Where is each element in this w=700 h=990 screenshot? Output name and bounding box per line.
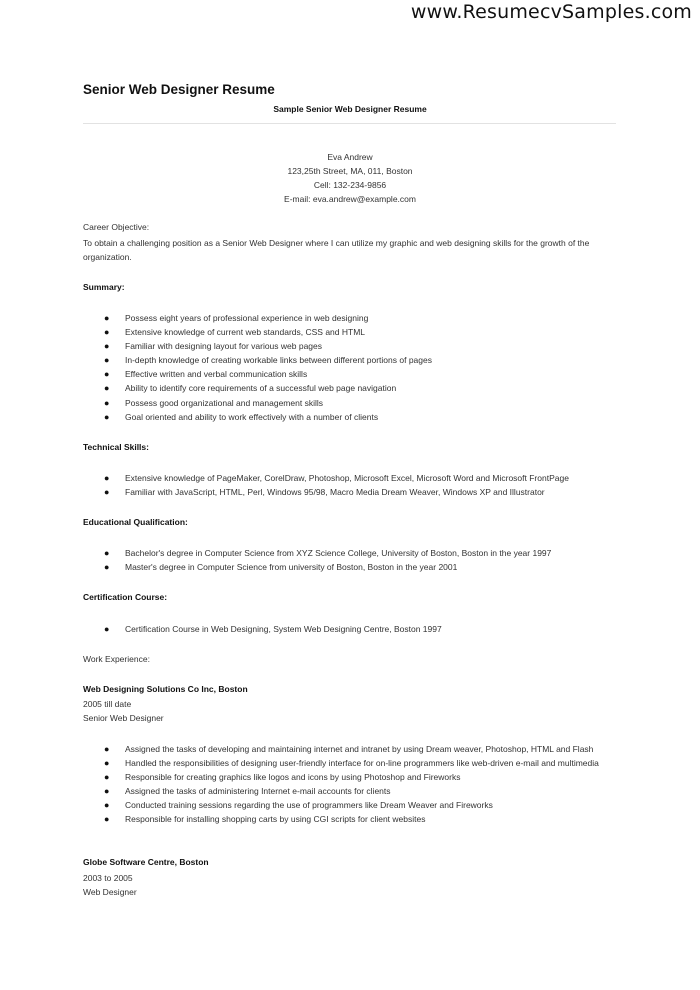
job-1-company: Web Designing Solutions Co Inc, Boston <box>83 684 248 694</box>
list-item-text: Goal oriented and ability to work effectively with a number of clients <box>125 411 379 422</box>
certification-heading: Certification Course: <box>83 592 168 602</box>
list-item-text: Assigned the tasks of administering Internet e-mail accounts for clients <box>125 786 391 797</box>
job-2-dates: 2003 to 2005 <box>83 873 133 883</box>
job-1-dates: 2005 till date <box>83 699 132 709</box>
list-item <box>0 339 605 353</box>
job-2-role: Web Designer <box>83 887 137 897</box>
list-item <box>0 396 605 410</box>
list-item <box>0 784 605 798</box>
bullet-icon: ● <box>104 624 110 634</box>
contact-address: 123,25th Street, MA, 011, Boston <box>287 166 413 176</box>
technical-skills-heading: Technical Skills: <box>83 442 149 452</box>
bullet-icon: ● <box>104 473 110 483</box>
list-item-text: In-depth knowledge of creating workable links between different portions of pages <box>125 355 432 366</box>
list-item-text: Familiar with designing layout for various web pages <box>125 341 323 352</box>
summary-heading: Summary: <box>83 282 125 292</box>
technical-skills-list <box>0 471 700 499</box>
certification-list <box>0 622 700 636</box>
contact-email: E-mail: eva.andrew@example.com <box>284 194 416 204</box>
list-item-text: Possess eight years of professional experience in web designing <box>125 313 369 323</box>
bullet-icon: ● <box>104 548 110 558</box>
bullet-icon: ● <box>104 397 110 408</box>
bullet-icon: ● <box>104 487 110 498</box>
list-item-text: Responsible for installing shopping carts by using CGI scripts for client websites <box>125 814 426 825</box>
list-item <box>0 546 605 560</box>
list-item <box>0 410 605 424</box>
list-item-text: Effective written and verbal communication skills <box>125 369 308 380</box>
career-objective-text: To obtain a challenging position as a Senior Web Designer where I can utilize my graphic and web designing skills for the growth of the organization. <box>83 238 590 262</box>
bullet-icon: ● <box>104 383 110 394</box>
bullet-icon: ● <box>104 786 110 797</box>
bullet-icon: ● <box>104 411 110 422</box>
resume-subtitle: Sample Senior Web Designer Resume <box>273 104 427 114</box>
list-item <box>0 325 605 339</box>
list-item <box>0 742 605 756</box>
list-item <box>0 798 605 812</box>
list-item-text: Bachelor's degree in Computer Science from XYZ Science College, University of Boston, Boston in the year 1997 <box>125 548 552 558</box>
bullet-icon: ● <box>104 355 110 366</box>
bullet-icon: ● <box>104 562 110 573</box>
list-item-text: Assigned the tasks of developing and maintaining internet and intranet by using Dream weaver, Photoshop, HTML and Flash <box>125 744 594 754</box>
work-experience-heading: Work Experience: <box>83 654 150 664</box>
career-objective-heading: Career Objective: <box>83 222 150 232</box>
list-item <box>0 812 605 826</box>
list-item-text: Certification Course in Web Designing, System Web Designing Centre, Boston 1997 <box>125 624 442 634</box>
bullet-icon: ● <box>104 341 110 352</box>
bullet-icon: ● <box>104 369 110 380</box>
list-item <box>0 353 605 367</box>
summary-list <box>0 311 700 424</box>
list-item <box>0 471 605 485</box>
list-item <box>0 485 605 499</box>
job-2-company: Globe Software Centre, Boston <box>83 857 209 867</box>
list-item <box>0 381 605 395</box>
list-item <box>0 622 605 636</box>
list-item <box>0 756 605 770</box>
list-item-text: Master's degree in Computer Science from university of Boston, Boston in the year 2001 <box>125 562 458 573</box>
list-item-text: Extensive knowledge of current web standards, CSS and HTML <box>125 327 366 338</box>
bullet-icon: ● <box>104 327 110 338</box>
site-watermark: www.ResumecvSamples.com <box>410 1 692 23</box>
contact-cell: Cell: 132-234-9856 <box>313 180 387 190</box>
list-item-text: Ability to identify core requirements of a successful web page navigation <box>125 383 397 394</box>
list-item-text: Responsible for creating graphics like logos and icons by using Photoshop and Fireworks <box>125 772 461 783</box>
list-item-text: Possess good organizational and management skills <box>125 397 323 408</box>
list-item <box>0 367 605 381</box>
bullet-icon: ● <box>104 744 110 754</box>
education-list <box>0 546 700 574</box>
list-item-text: Familiar with JavaScript, HTML, Perl, Windows 95/98, Macro Media Dream Weaver, Windows XP and Illustrator <box>125 487 545 498</box>
bullet-icon: ● <box>104 814 110 825</box>
title-divider <box>83 123 616 124</box>
contact-name: Eva Andrew <box>327 152 373 162</box>
bullet-icon: ● <box>104 313 110 323</box>
bullet-icon: ● <box>104 758 110 769</box>
bullet-icon: ● <box>104 800 110 811</box>
job-1-duties <box>0 742 700 827</box>
bullet-icon: ● <box>104 772 110 783</box>
list-item <box>0 770 605 784</box>
job-1-role: Senior Web Designer <box>83 713 164 723</box>
education-heading: Educational Qualification: <box>83 517 188 527</box>
list-item-text: Conducted training sessions regarding the use of programmers like Dream Weaver and Fireworks <box>125 800 493 811</box>
list-item-text: Handled the responsibilities of designing user-friendly interface for on-line programmers like web-driven e-mail and multimedia <box>125 758 599 769</box>
list-item <box>0 560 605 574</box>
list-item-text: Extensive knowledge of PageMaker, CorelDraw, Photoshop, Microsoft Excel, Microsoft Word and Microsoft FrontPage <box>125 473 569 483</box>
resume-title: Senior Web Designer Resume <box>83 82 275 97</box>
list-item <box>0 311 605 325</box>
